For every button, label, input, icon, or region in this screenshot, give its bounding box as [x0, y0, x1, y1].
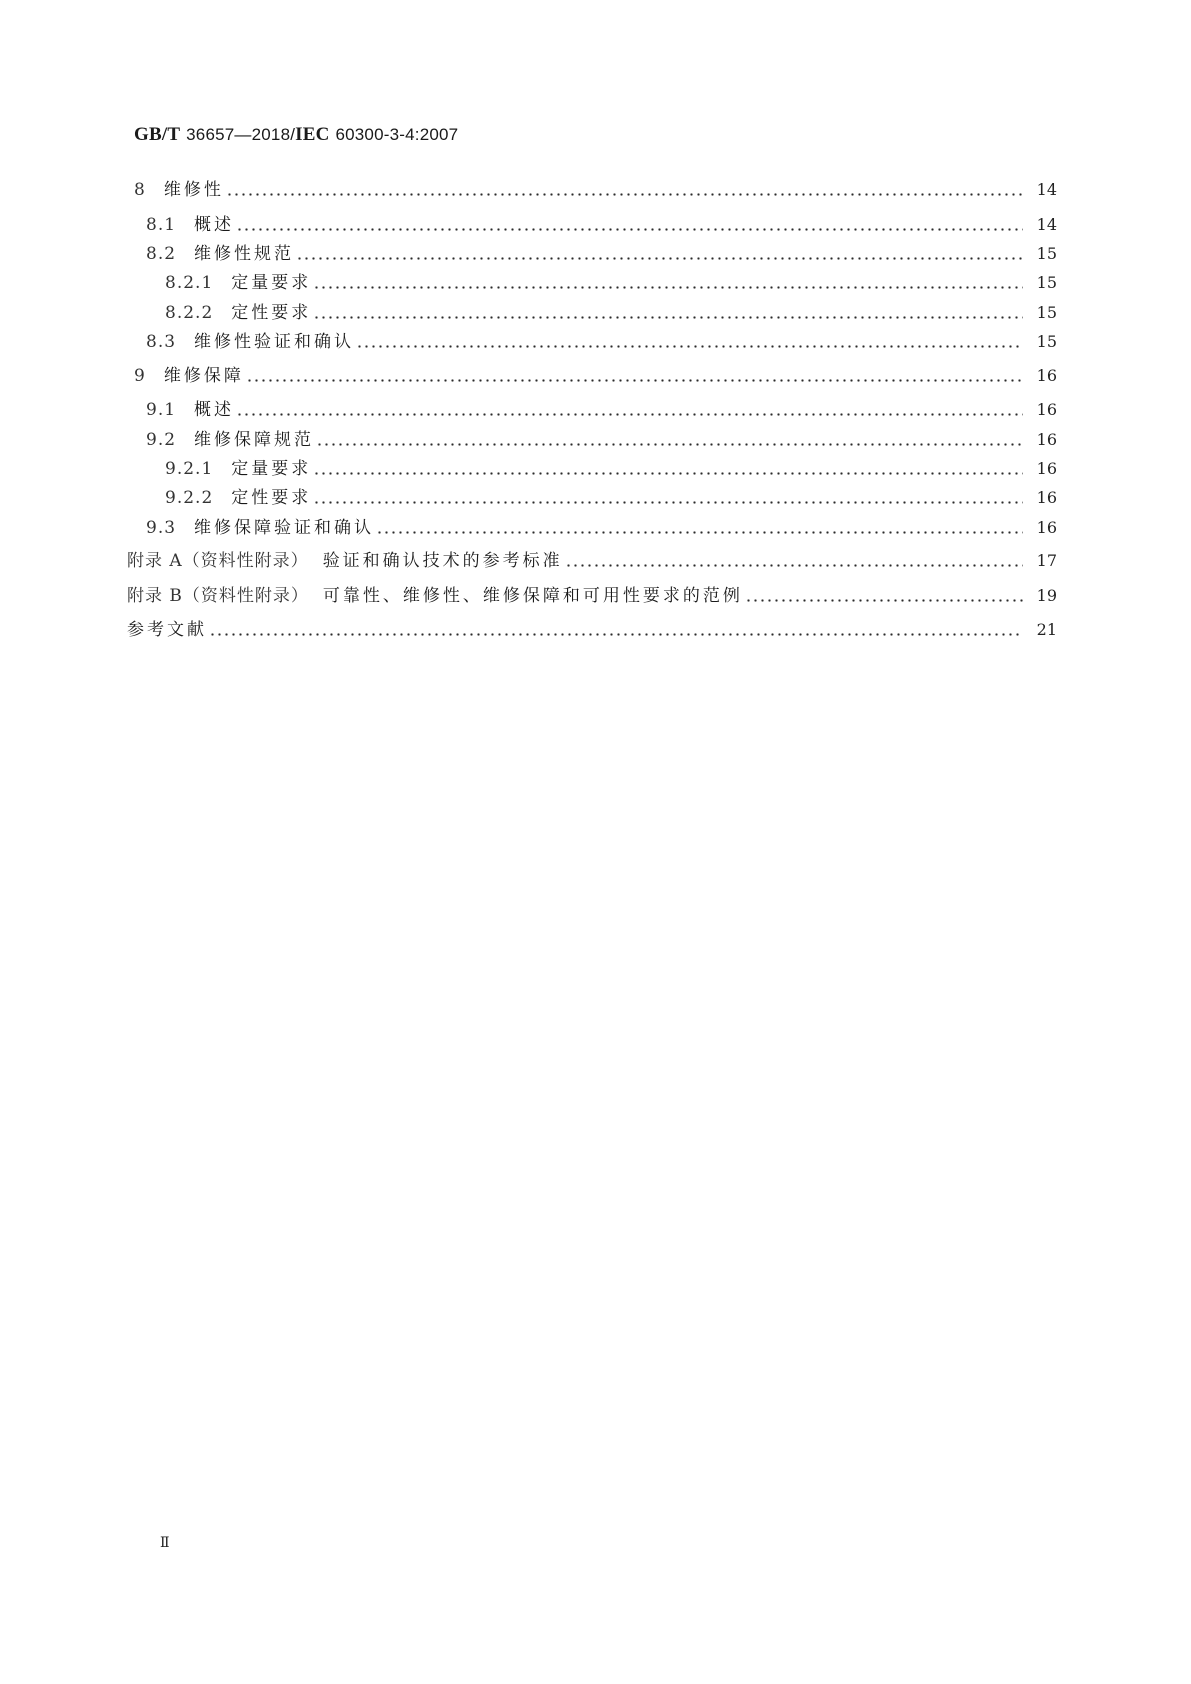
toc-entry[interactable] — [134, 364, 1057, 388]
toc-entry-number: 9.2 — [146, 430, 177, 450]
dot-leader — [246, 364, 1023, 388]
toc-entry[interactable] — [127, 549, 1057, 573]
toc-entry-text — [146, 398, 234, 422]
toc-entry-text — [127, 618, 207, 642]
footer-page-number: Ⅱ — [160, 1535, 170, 1551]
toc-entry-page: 14 — [1036, 180, 1057, 199]
toc-entry-page: 15 — [1036, 273, 1057, 292]
toc-entry-text — [127, 549, 563, 573]
toc-entry-number: 8.2.1 — [165, 273, 214, 293]
toc-entry[interactable] — [165, 486, 1057, 510]
toc-entry-page: 19 — [1036, 586, 1057, 605]
toc-entry-title: 可靠性、维修性、维修保障和可用性要求的范例 — [322, 586, 743, 606]
toc-entry[interactable] — [165, 301, 1057, 325]
iec-number: 60300-3-4:2007 — [335, 125, 459, 144]
toc-entry-title: 维修性 — [163, 180, 224, 200]
toc-entry-number: 9 — [134, 366, 146, 386]
toc-entry-page: 16 — [1036, 430, 1057, 449]
document-header — [134, 124, 458, 146]
toc-entry-page: 16 — [1036, 400, 1057, 419]
toc-entry-text — [146, 213, 234, 237]
toc-entry[interactable] — [146, 428, 1057, 452]
dot-leader — [313, 486, 1023, 510]
toc-entry-text — [165, 486, 311, 510]
toc-entry-title: 维修性验证和确认 — [194, 332, 355, 352]
toc-entry-page: 16 — [1036, 518, 1057, 537]
toc-entry-title: 概述 — [194, 400, 235, 420]
toc-entry[interactable] — [146, 213, 1057, 237]
toc-entry[interactable] — [146, 398, 1057, 422]
toc-entry-title: 维修保障验证和确认 — [194, 518, 375, 538]
toc-entry-number: 8.1 — [146, 215, 177, 235]
std-number: 36657—2018/ — [186, 125, 296, 144]
toc-entry[interactable] — [165, 271, 1057, 295]
toc-entry-text — [127, 584, 743, 608]
toc-entry-title: 定量要求 — [231, 273, 312, 293]
toc-entry-text — [134, 178, 224, 202]
toc-entry-title: 维修性规范 — [194, 244, 295, 264]
toc-entry-title: 维修保障规范 — [194, 430, 315, 450]
dot-leader — [356, 330, 1023, 354]
toc-entry-page: 21 — [1036, 620, 1057, 639]
toc-entry-number: 9.2.1 — [165, 459, 214, 479]
toc-entry-number: 9.3 — [146, 518, 177, 538]
toc-entry-number: 9.2.2 — [165, 488, 214, 508]
toc-entry-page: 16 — [1036, 366, 1057, 385]
toc-entry-page: 17 — [1036, 551, 1057, 570]
dot-leader — [313, 271, 1023, 295]
toc-entry-number: 8.2 — [146, 244, 177, 264]
toc-entry-text — [146, 242, 294, 266]
toc-entry-text — [146, 330, 354, 354]
toc-entry-number: 9.1 — [146, 400, 177, 420]
toc-entry[interactable] — [146, 516, 1057, 540]
toc-entry[interactable] — [134, 178, 1057, 202]
toc-entry[interactable] — [127, 618, 1057, 642]
toc-entry-title: 验证和确认技术的参考标准 — [322, 551, 563, 571]
dot-leader — [236, 213, 1023, 237]
toc-entry-title: 定量要求 — [231, 459, 312, 479]
dot-leader — [376, 516, 1023, 540]
toc-entry-title: 定性要求 — [231, 488, 312, 508]
toc-entry-title: 维修保障 — [163, 366, 244, 386]
toc-entry-page: 16 — [1036, 488, 1057, 507]
dot-leader — [226, 178, 1023, 202]
dot-leader — [316, 428, 1023, 452]
dot-leader — [313, 301, 1023, 325]
toc-entry-number: 附录 B（资料性附录） — [127, 586, 309, 606]
toc-entry-title: 概述 — [194, 215, 235, 235]
toc-entry-number: 8 — [134, 180, 146, 200]
toc-entry-page: 14 — [1036, 215, 1057, 234]
iec-code: IEC — [295, 124, 330, 145]
toc-entry-text — [165, 271, 311, 295]
toc-entry[interactable] — [165, 457, 1057, 481]
toc-entry-title: 定性要求 — [231, 303, 312, 323]
toc-entry-number: 8.2.2 — [165, 303, 214, 323]
dot-leader — [296, 242, 1023, 266]
toc-entry-page: 16 — [1036, 459, 1057, 478]
toc-entry-title: 参考文献 — [127, 620, 207, 640]
dot-leader — [236, 398, 1023, 422]
toc-entry-page: 15 — [1036, 332, 1057, 351]
dot-leader — [209, 618, 1023, 642]
toc-entry-number: 8.3 — [146, 332, 177, 352]
std-code: GB/T — [134, 124, 181, 145]
toc-entry-text — [165, 457, 311, 481]
toc-entry[interactable] — [146, 330, 1057, 354]
dot-leader — [313, 457, 1023, 481]
toc-entry-page: 15 — [1036, 303, 1057, 322]
toc-entry-text — [165, 301, 311, 325]
toc-entry[interactable] — [146, 242, 1057, 266]
dot-leader — [745, 584, 1023, 608]
toc-entry-text — [134, 364, 244, 388]
toc-entry[interactable] — [127, 584, 1057, 608]
toc-entry-number: 附录 A（资料性附录） — [127, 551, 309, 571]
toc-entry-text — [146, 428, 314, 452]
toc-entry-text — [146, 516, 374, 540]
toc-entry-page: 15 — [1036, 244, 1057, 263]
dot-leader — [565, 549, 1023, 573]
